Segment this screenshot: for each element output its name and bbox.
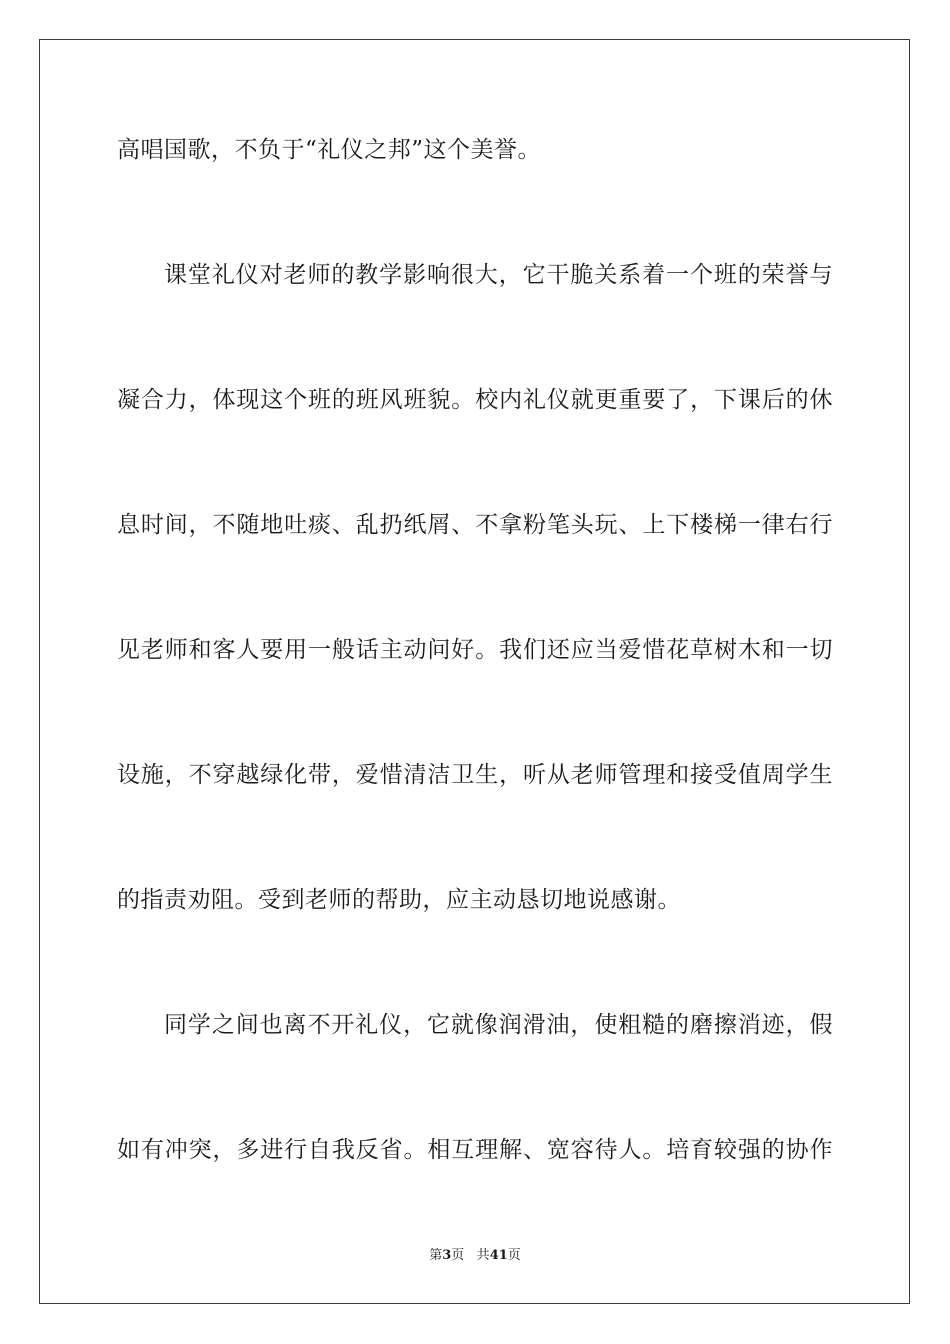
paragraph-line: 凝合力，体现这个班的班风班貌。校内礼仪就更重要了，下课后的休 bbox=[117, 387, 833, 413]
paragraph-line: 的指责劝阻。受到老师的帮助，应主动恳切地说感谢。 bbox=[117, 887, 681, 913]
paragraph-line: 见老师和客人要用一般话主动问好。我们还应当爱惜花草树木和一切 bbox=[117, 637, 833, 663]
total-suffix: 页 bbox=[507, 1248, 521, 1263]
paragraph-line: 设施，不穿越绿化带，爱惜清洁卫生，听从老师管理和接受值周学生 bbox=[117, 762, 833, 788]
page-suffix: 页 bbox=[451, 1248, 465, 1263]
total-pages: 41 bbox=[489, 1248, 508, 1263]
page-prefix: 第 bbox=[429, 1248, 443, 1263]
paragraph-line: 课堂礼仪对老师的教学影响很大，它干脆关系着一个班的荣誉与 bbox=[164, 262, 833, 288]
paragraph-line: 如有冲突，多进行自我反省。相互理解、宽容待人。培育较强的协作 bbox=[117, 1137, 833, 1163]
paragraph-line: 高唱国歌，不负于“礼仪之邦”这个美誉。 bbox=[117, 137, 542, 163]
page-number: 3 bbox=[442, 1248, 452, 1263]
page-footer bbox=[0, 1247, 950, 1265]
paragraph-line: 同学之间也离不开礼仪，它就像润滑油，使粗糙的磨擦消迹，假 bbox=[164, 1012, 833, 1038]
page-border bbox=[39, 39, 910, 1304]
total-prefix: 共 bbox=[476, 1248, 490, 1263]
paragraph-line: 息时间，不随地吐痰、乱扔纸屑、不拿粉笔头玩、上下楼梯一律右行 bbox=[117, 512, 833, 538]
